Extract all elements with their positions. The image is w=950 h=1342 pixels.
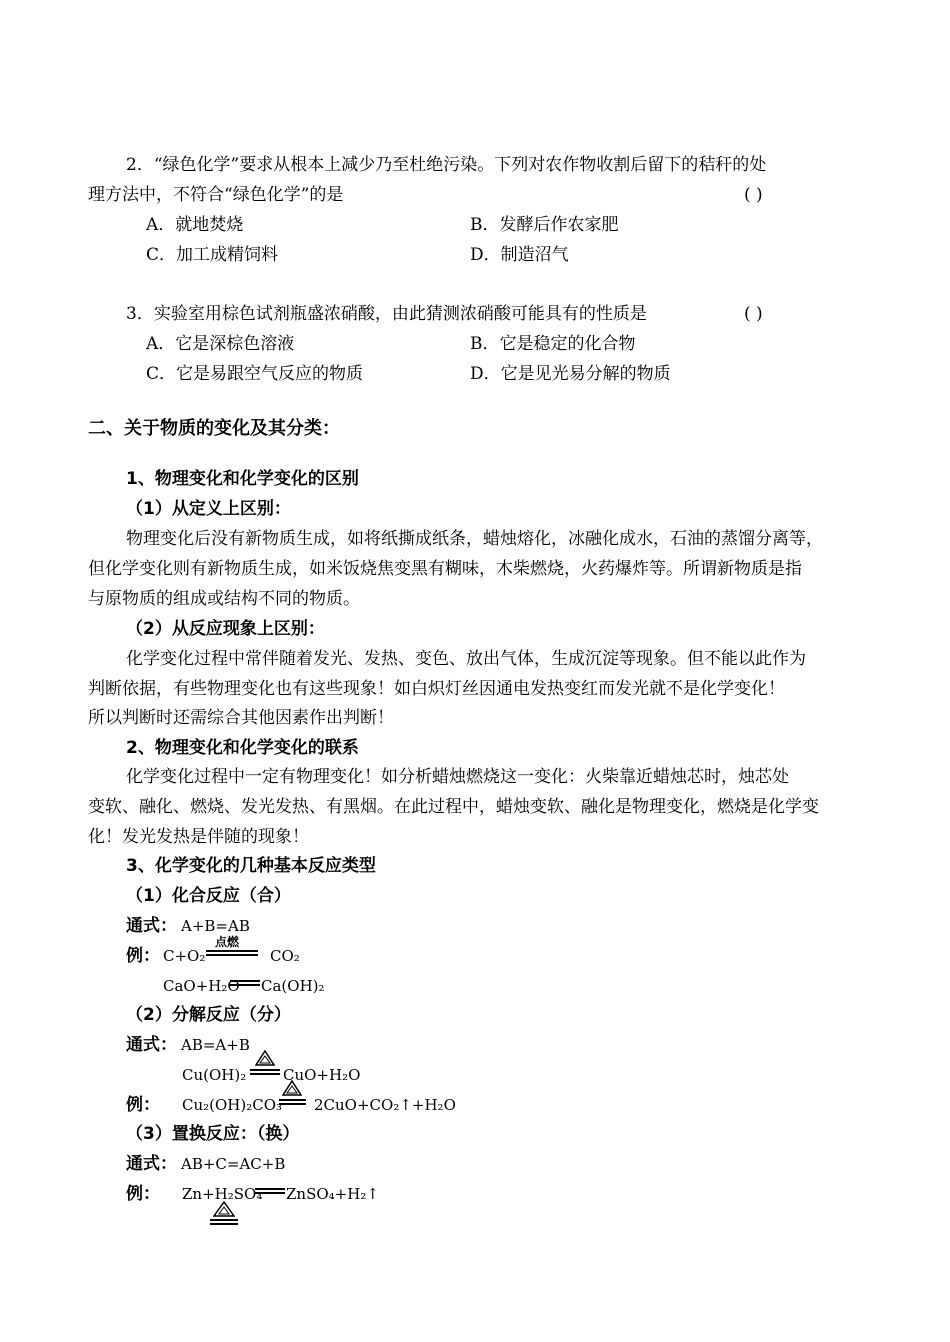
- q2-option-d: D．制造沼气: [470, 245, 569, 265]
- paragraph-1-line2: 但化学变化则有新物质生成，如米饭烧焦变黑有糊味，木柴燃烧，火药爆炸等。所谓新物质是指: [88, 559, 802, 579]
- section-title: 二、关于物质的变化及其分类：: [88, 418, 340, 439]
- equals-sign: [250, 1069, 280, 1075]
- paragraph-1-line3: 与原物质的组成或结构不同的物质。: [88, 589, 360, 609]
- paragraph-3-line1: 化学变化过程中一定有物理变化！如分析蜡烛燃烧这一变化：火柴靠近蜡烛芯时，烛芯处: [126, 767, 789, 787]
- equals-sign: [206, 950, 258, 956]
- type2-ex1-left: Cu(OH)₂: [182, 1066, 247, 1084]
- type2-example-label: 例：: [126, 1095, 160, 1115]
- type1-ex1-left: C+O₂: [163, 947, 206, 965]
- heading-1-2: （2）从反应现象上区别：: [126, 619, 325, 639]
- heading-1: 1、物理变化和化学变化的区别: [126, 469, 359, 489]
- type3-title: （3）置换反应：（换）: [126, 1124, 300, 1144]
- heading-1-1: （1）从定义上区别：: [126, 499, 291, 519]
- paragraph-3-line3: 化！发光发热是伴随的现象！: [88, 827, 309, 847]
- type1-title: （1）化合反应（合）: [126, 886, 291, 906]
- q3-line1: 3．实验室用棕色试剂瓶盛浓硝酸，由此猜测浓硝酸可能具有的性质是: [126, 304, 647, 324]
- type1-ex2-right: Ca(OH)₂: [261, 977, 325, 995]
- ignite-condition: 点燃: [215, 935, 240, 949]
- paragraph-2-line2: 判断依据，有些物理变化也有这些现象！如白炽灯丝因通电发热变红而发光就不是化学变化！: [88, 679, 785, 699]
- heat-triangle-icon: [213, 1201, 235, 1217]
- type1-formula-label: 通式：: [126, 916, 177, 936]
- type1-formula: A+B=AB: [181, 917, 250, 935]
- q2-line2: 理方法中，不符合“绿色化学”的是: [88, 185, 344, 205]
- equals-sign: [255, 1188, 285, 1194]
- equals-sign: [210, 1219, 238, 1225]
- type3-formula-label: 通式：: [126, 1154, 177, 1174]
- equals-sign: [279, 1099, 306, 1105]
- type2-formula: AB=A+B: [181, 1036, 250, 1054]
- type3-ex1-right: ZnSO₄+H₂↑: [286, 1185, 379, 1203]
- q3-option-c: C．它是易跟空气反应的物质: [146, 364, 364, 384]
- heat-triangle-icon: [282, 1080, 302, 1096]
- q2-answer-paren: ( ): [744, 185, 763, 205]
- paragraph-1-line1: 物理变化后没有新物质生成，如将纸撕成纸条，蜡烛熔化，冰融化成水，石油的蒸馏分离等，: [126, 529, 823, 549]
- q3-option-d: D．它是见光易分解的物质: [470, 364, 671, 384]
- equals-sign: [230, 980, 260, 986]
- paragraph-2-line3: 所以判断时还需综合其他因素作出判断！: [88, 708, 394, 728]
- type3-ex1-left: Zn+H₂SO₄: [182, 1185, 263, 1203]
- q3-option-b: B．它是稳定的化合物: [470, 334, 636, 354]
- type3-formula: AB+C=AC+B: [181, 1155, 286, 1173]
- heading-3: 3、化学变化的几种基本反应类型: [126, 856, 376, 876]
- q2-option-c: C．加工成精饲料: [146, 245, 279, 265]
- type2-formula-label: 通式：: [126, 1035, 177, 1055]
- type2-ex2-right: 2CuO+CO₂↑+H₂O: [314, 1096, 456, 1114]
- heading-2: 2、物理变化和化学变化的联系: [126, 738, 359, 758]
- paragraph-2-line1: 化学变化过程中常伴随着发光、发热、变色、放出气体，生成沉淀等现象。但不能以此作为: [126, 649, 806, 669]
- type2-title: （2）分解反应（分）: [126, 1005, 291, 1025]
- type2-ex2-left: Cu₂(OH)₂CO₃: [182, 1096, 283, 1114]
- type3-example-label: 例：: [126, 1184, 160, 1204]
- q2-line1: 2．“绿色化学”要求从根本上减少乃至杜绝污染。下列对农作物收割后留下的秸秆的处: [126, 155, 767, 175]
- q2-option-b: B．发酵后作农家肥: [470, 215, 619, 235]
- paragraph-3-line2: 变软、融化、燃烧、发光发热、有黑烟。在此过程中，蜡烛变软、融化是物理变化，燃烧是化学变: [88, 797, 819, 817]
- type1-example-label: 例：: [126, 946, 160, 966]
- q3-answer-paren: ( ): [744, 304, 763, 324]
- type2-ex1-right: CuO+H₂O: [283, 1066, 361, 1084]
- type1-ex1-right: CO₂: [270, 947, 300, 965]
- heat-triangle-icon: [255, 1050, 275, 1066]
- q2-option-a: A．就地焚烧: [146, 215, 244, 235]
- type1-ex2-left: CaO+H₂O: [163, 977, 240, 995]
- q3-option-a: A．它是深棕色溶液: [146, 334, 295, 354]
